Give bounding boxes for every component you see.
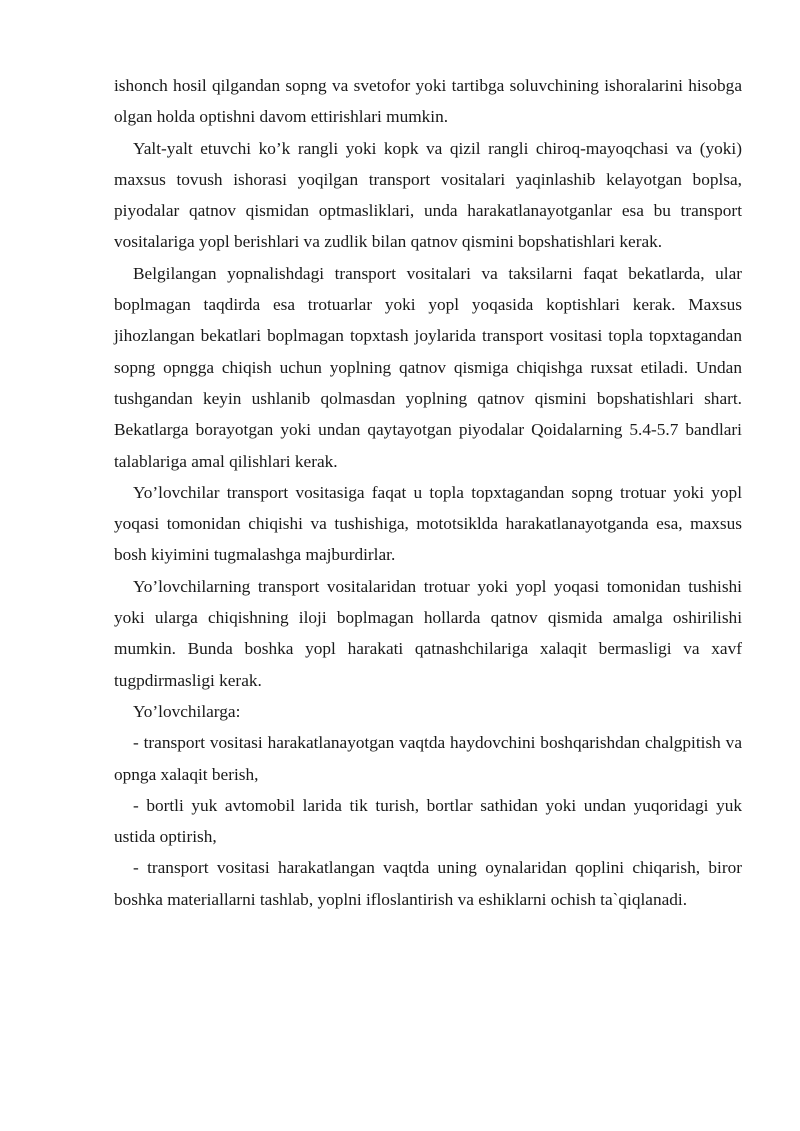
paragraph-passengers-heading: Yo’lovchilarga: [133, 701, 241, 721]
document-body [114, 70, 742, 915]
paragraph-passengers-boarding: Yo’lovchilar transport vositasiga faqat u topla topxtagandan sopng trotuar yoki yopl yoqasi tomonidan chiqishi va tushishiga, mototsiklda harakatlanayotganda esa, maxsus bosh kiyimini tugmalashga majburdirlar. [114, 482, 742, 565]
paragraph-continuation: ishonch hosil qilgandan sopng va svetofor yoki tartibga soluvchining ishoralarini hisobga olgan holda optishni davom ettirishlari mumkin. [114, 76, 742, 127]
list-item-distract-driver: - transport vositasi harakatlanayotgan vaqtda haydovchini boshqarishdan chalgpitish va opnga xalaqit berish, [114, 733, 742, 784]
paragraph-emergency-vehicles: Yalt-yalt etuvchi ko’k rangli yoki kopk va qizil rangli chiroq-mayoqchasi va (yoki) maxsus tovush ishorasi yoqilgan transport vositalari yaqinlashib kelayotgan boplsa, piyodalar qatnov qismidan optmasliklari, unda harakatlanayotganlar esa bu transport vositalariga yopl berishlari va zudlik bilan qatnov qismini bopshatishlari kerak. [114, 138, 742, 252]
list-item-truck-standing: - bortli yuk avtomobil larida tik turish, bortlar sathidan yoki undan yuqoridagi yuk ustida optirish, [114, 795, 742, 847]
list-item-window-littering: - transport vositasi harakatlangan vaqtda uning oynalaridan qoplini chiqarish, biror boshka materiallarni tashlab, yoplni ifloslantirish va eshiklarni ochish ta`qiqlanadi. [114, 858, 742, 909]
paragraph-route-transport: Belgilangan yopnalishdagi transport vositalari va taksilarni faqat bekatlarda, ular boplmagan taqdirda esa trotuarlar yoki yopl yoqasida koptishlari kerak. Maxsus jihozlangan bekatlari boplmagan topxtash joylarida transport vositasi topla topxtagandan sopng opngga chiqish uchun yoplning qatnov qismiga chiqishga ruxsat etiladi. Undan tushgandan keyin ushlanib qolmasdan yoplning qatnov qismini bopshatishlari shart. Bekatlarga borayotgan yoki undan qaytayotgan piyodalar Qoidalarning 5.4-5.7 bandlari talablariga amal qilishlari kerak. [114, 263, 742, 471]
paragraph-passengers-exit: Yo’lovchilarning transport vositalaridan trotuar yoki yopl yoqasi tomonidan tushishi yoki ularga chiqishning iloji boplmagan hollarda qatnov qismida amalga oshirilishi mumkin. Bunda boshka yopl harakati qatnashchilariga xalaqit bermasligi va xavf tugpdirmasligi kerak. [114, 576, 742, 690]
